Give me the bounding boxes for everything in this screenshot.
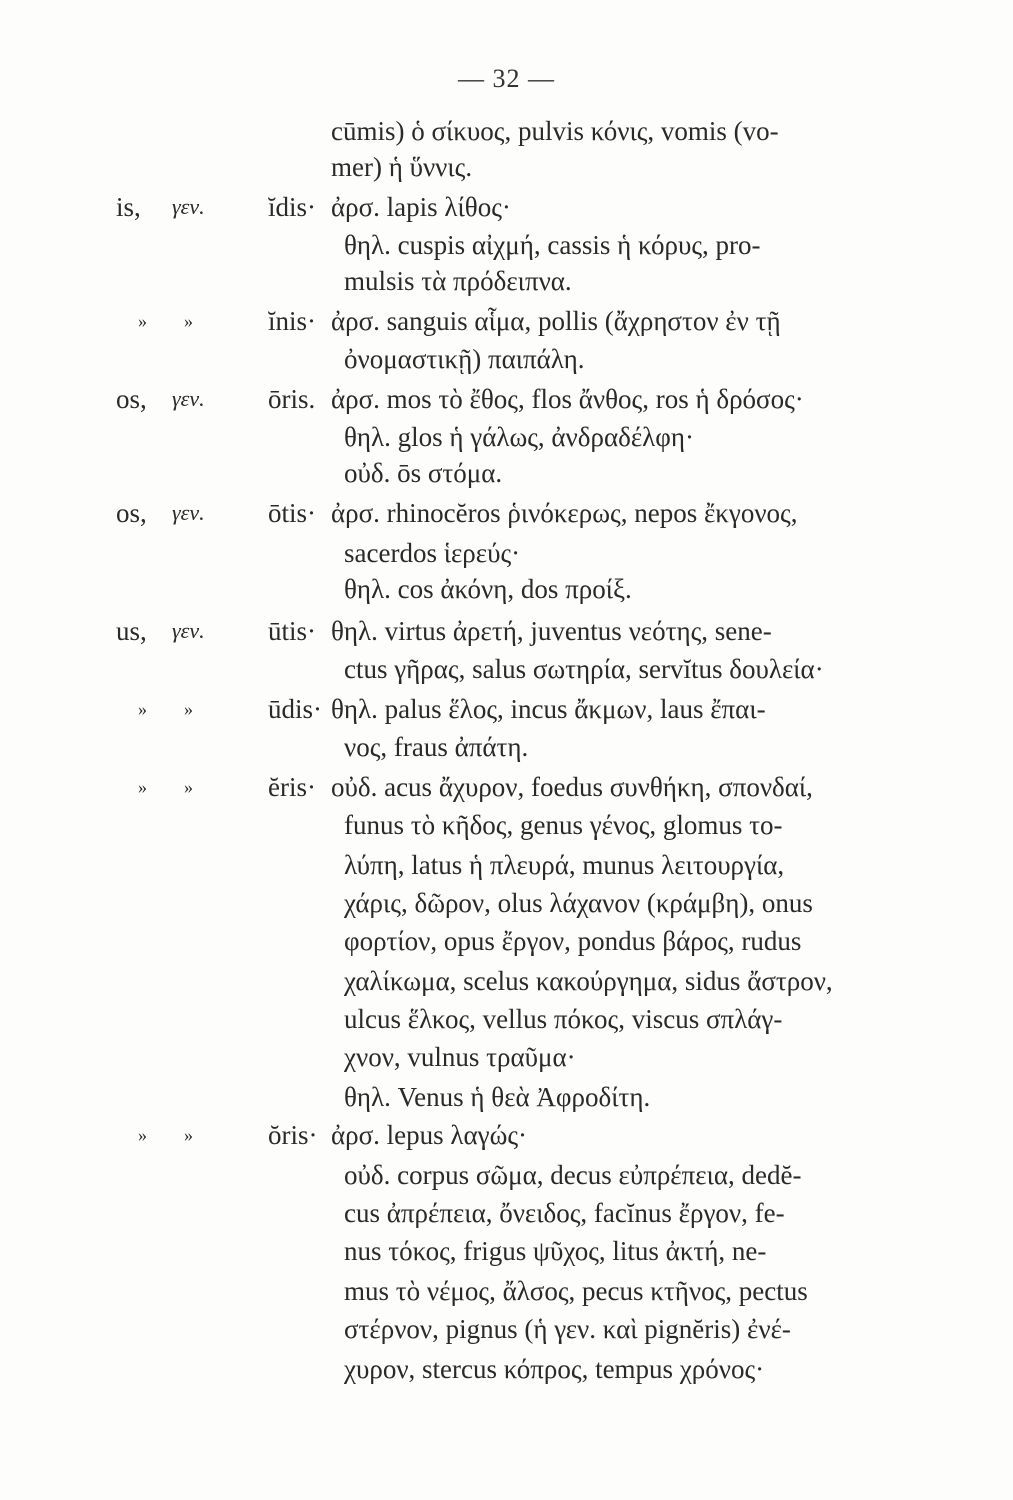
text-line bbox=[0, 1040, 1013, 1074]
text-line bbox=[0, 114, 1013, 148]
text-line bbox=[0, 1158, 1013, 1192]
line-text: οὐδ. ōs στόμα. bbox=[344, 458, 503, 488]
text-line bbox=[0, 924, 1013, 958]
text-line bbox=[0, 420, 1013, 454]
page-number: — 32 — bbox=[458, 64, 555, 93]
line-text: θηλ. cuspis αἰχμή, cassis ἡ κόρυς, pro- bbox=[344, 230, 761, 260]
line-text: χνον, vulnus τραῦμα· bbox=[344, 1042, 576, 1072]
line-genitive: » bbox=[184, 699, 193, 719]
line-text: ἀρσ. lapis λίθος· bbox=[331, 192, 511, 222]
line-text: θηλ. virtus ἀρετή, juventus νεότης, sene- bbox=[331, 616, 772, 646]
line-ending: is, bbox=[116, 192, 141, 222]
line-text: θηλ. Venus ἡ θεὰ Ἀφροδίτη. bbox=[344, 1082, 651, 1112]
line-text: χάρις, δῶρον, olus λάχανον (κράμβη), onus bbox=[344, 888, 813, 918]
line-text: χυρον, stercus κόπρος, tempus χρόνος· bbox=[344, 1354, 765, 1384]
text-line bbox=[0, 1274, 1013, 1308]
line-genitive: » bbox=[184, 777, 193, 797]
text-line bbox=[0, 652, 1013, 686]
text-line bbox=[0, 190, 1013, 224]
line-text: νος, fraus ἀπάτη. bbox=[344, 732, 529, 762]
line-ending: us, bbox=[116, 616, 147, 646]
line-suffix: ūtis· bbox=[268, 616, 317, 646]
line-text: χαλίκωμα, scelus κακούργημα, sidus ἄστρον, bbox=[344, 966, 833, 996]
text-line bbox=[0, 1118, 1013, 1152]
line-suffix: ŏris· bbox=[268, 1120, 318, 1150]
line-suffix: ōris. bbox=[268, 384, 316, 414]
line-text: φορτίον, opus ἔργον, pondus βάρος, rudus bbox=[344, 926, 802, 956]
text-line bbox=[0, 304, 1013, 338]
line-genitive: » bbox=[184, 1125, 193, 1145]
text-line bbox=[0, 1312, 1013, 1346]
text-line bbox=[0, 614, 1013, 648]
line-text: ulcus ἕλκος, vellus πόκος, viscus σπλάγ- bbox=[344, 1004, 783, 1034]
line-ending: » bbox=[138, 1125, 147, 1145]
line-text: στέρνον, pignus (ἡ γεν. καὶ pignĕris) ἐνέ- bbox=[344, 1314, 791, 1344]
text-line bbox=[0, 264, 1013, 298]
line-text: nus τόκος, frigus ψῦχος, litus ἀκτή, ne- bbox=[344, 1236, 767, 1266]
text-line bbox=[0, 886, 1013, 920]
line-genitive: γεν. bbox=[172, 194, 205, 219]
line-text: ἀρσ. mos τὸ ἔθος, flos ἄνθος, ros ἡ δρόσος· bbox=[331, 384, 804, 414]
line-text: cus ἀπρέπεια, ὄνειδος, facĭnus ἔργον, fe- bbox=[344, 1198, 785, 1228]
line-suffix: ĭdis· bbox=[268, 192, 317, 222]
line-text: ὀνομαστικῇ) παιπάλη. bbox=[344, 344, 585, 374]
text-line bbox=[0, 964, 1013, 998]
text-line bbox=[0, 1196, 1013, 1230]
text-line bbox=[0, 692, 1013, 726]
text-line bbox=[0, 1002, 1013, 1036]
text-line bbox=[0, 572, 1013, 606]
line-suffix: ōtis· bbox=[268, 498, 317, 528]
line-ending: os, bbox=[116, 384, 147, 414]
text-line bbox=[0, 848, 1013, 882]
text-line bbox=[0, 770, 1013, 804]
line-text: cūmis) ὁ σίκυος, pulvis κόνις, vomis (vo- bbox=[331, 116, 779, 146]
line-suffix: ĭnis· bbox=[268, 306, 317, 336]
line-text: θηλ. cos ἀκόνη, dos προίξ. bbox=[344, 574, 632, 604]
line-text: ἀρσ. lepus λαγώς· bbox=[331, 1120, 528, 1150]
line-text: mus τὸ νέμος, ἄλσος, pecus κτῆνος, pectus bbox=[344, 1276, 808, 1306]
line-ending: » bbox=[138, 699, 147, 719]
line-text: ἀρσ. sanguis αἷμα, pollis (ἄχρηστον ἐν τῇ bbox=[331, 306, 781, 336]
text-line bbox=[0, 150, 1013, 184]
text-line bbox=[0, 382, 1013, 416]
text-line bbox=[0, 730, 1013, 764]
line-text: ἀρσ. rhinocĕros ῥινόκερως, nepos ἔκγονος, bbox=[331, 498, 798, 528]
line-suffix: ĕris· bbox=[268, 772, 316, 802]
text-line bbox=[0, 456, 1013, 490]
line-ending: » bbox=[138, 311, 147, 331]
text-line bbox=[0, 342, 1013, 376]
text-line bbox=[0, 808, 1013, 842]
line-text: mulsis τὰ πρόδειπνα. bbox=[344, 266, 572, 296]
line-suffix: ūdis· bbox=[268, 694, 322, 724]
line-text: θηλ. glos ἡ γάλως, ἀνδραδέλφη· bbox=[344, 422, 694, 452]
text-line bbox=[0, 1234, 1013, 1268]
line-text: funus τὸ κῆδος, genus γένος, glomus το- bbox=[344, 810, 783, 840]
line-text: οὐδ. corpus σῶμα, decus εὐπρέπεια, dedĕ- bbox=[344, 1160, 802, 1190]
line-text: sacerdos ἱερεύς· bbox=[344, 538, 521, 568]
line-genitive: γεν. bbox=[172, 500, 205, 525]
line-ending: os, bbox=[116, 498, 147, 528]
text-line bbox=[0, 496, 1013, 530]
text-line bbox=[0, 228, 1013, 262]
text-line bbox=[0, 1080, 1013, 1114]
text-line bbox=[0, 1352, 1013, 1386]
line-ending: » bbox=[138, 777, 147, 797]
line-text: θηλ. palus ἕλος, incus ἄκμων, laus ἔπαι- bbox=[331, 694, 766, 724]
line-text: mer) ἡ ὕννις. bbox=[331, 152, 473, 182]
line-genitive: γεν. bbox=[172, 618, 205, 643]
line-genitive: γεν. bbox=[172, 386, 205, 411]
line-text: οὐδ. acus ἄχυρον, foedus συνθήκη, σπονδαί, bbox=[331, 772, 813, 802]
line-text: λύπη, latus ἡ πλευρά, munus λειτουργία, bbox=[344, 850, 785, 880]
line-genitive: » bbox=[184, 311, 193, 331]
text-line bbox=[0, 536, 1013, 570]
line-text: ctus γῆρας, salus σωτηρία, servĭtus δουλεία· bbox=[344, 654, 824, 684]
